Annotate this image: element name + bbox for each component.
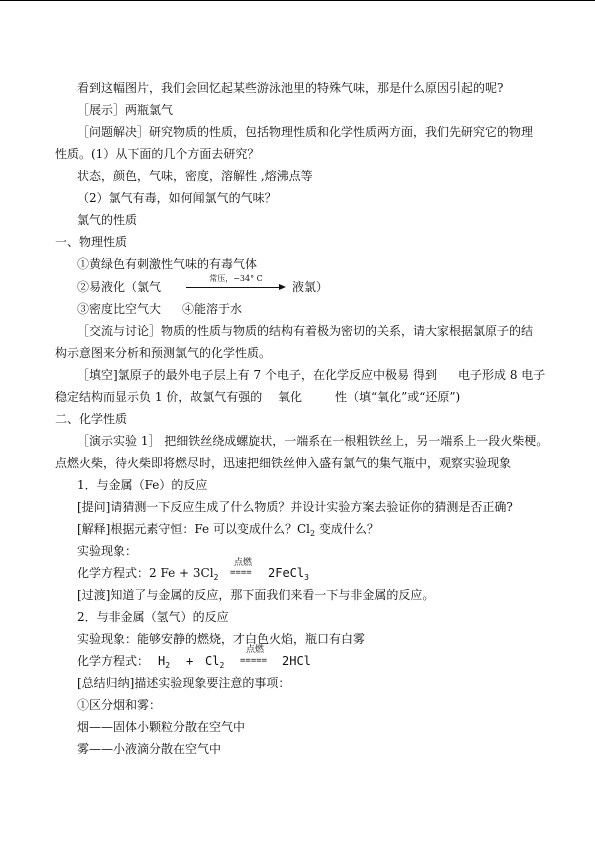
phenomenon-label-2: 实验现象：能够安静的燃烧，才白色火焰，瓶口有白雾 [77, 632, 366, 646]
physical-item-4: ④能溶于水 [182, 302, 243, 316]
subheading-metal-reaction: 1．与金属（Fe）的反应 [77, 478, 208, 492]
heading-chemical-properties: 二、化学性质 [55, 412, 128, 426]
arrow-head-icon [279, 284, 286, 290]
physical-item-1: ①黄绿色有刺激性气味的有毒气体 [77, 257, 258, 271]
fill-blank-answer-1: 得到 [413, 368, 438, 382]
fill-blank-para-end: 电子形成 8 电子 [458, 368, 546, 382]
fog-definition: 雾——小液滴分散在空气中 [77, 742, 222, 756]
discussion-para: ［交流与讨论］物质的性质与物质的结构有着极为密切的关系，请大家根据氯原子的结 [77, 324, 534, 338]
demo-experiment-para: ［演示实验 1］ 把细铁丝绕成螺旋状，一端系在一根粗铁丝上，另一端系上一段火柴梗。 [77, 434, 549, 448]
demo-experiment-para-cont: 点燃火柴，待火柴即将燃尽时，迅速把细铁丝伸入盛有氯气的集气瓶中，观察实验现象 [55, 456, 512, 470]
intro-question: 看到这幅图片，我们会回忆起某些游泳池里的特殊气味，那是什么原因引起的呢? [77, 81, 504, 95]
subheading-nonmetal-reaction: 2．与非金属（氢气）的反应 [77, 610, 229, 624]
fill-blank-para-cont-end: 性（填“氧化”或“还原”) [335, 390, 461, 404]
heading-physical-properties: 一、物理性质 [55, 235, 128, 249]
explanation-para: [解释]根据元素守恒：Fe 可以变成什么？$Cl_2$ 变成什么？ [77, 522, 379, 538]
reaction-arrow [186, 287, 279, 288]
physical-item-2: ②易液化（氯气 [77, 280, 162, 294]
physical-item-2-product: 液氯） [292, 280, 329, 294]
product-hcl: 2HCl [282, 654, 311, 668]
phenomenon-label-1: 实验现象： [77, 544, 138, 558]
ignite-condition-1: 点燃 [233, 558, 252, 568]
fill-blank-answer-2: 氧化 [278, 390, 303, 404]
study-aspects: 状态，颜色，气味，密度，溶解性 ,熔沸点等 [77, 169, 313, 183]
liquefaction-condition: 常压，−34° C [209, 274, 263, 283]
equation-h2-cl2-label: 化学方程式： [77, 654, 150, 668]
toxic-question: （2）氯气有毒，如何闻氯气的气味？ [77, 191, 277, 205]
fill-blank-para: ［填空]氯原子的最外电子层上有 7 个电子，在化学反应中极易 [77, 368, 409, 382]
equals-sign-2: ===== [240, 656, 268, 666]
plus-sign: + [186, 654, 194, 668]
section-title-chlorine-properties: 氯气的性质 [77, 213, 138, 227]
reactant-h2: $H_2$ [158, 654, 171, 670]
problem-solving-para: ［问题解决］研究物质的性质，包括物理性质和化学性质两方面，我们先研究它的物理 [77, 125, 534, 139]
ignite-condition-2: 点燃 [245, 645, 264, 655]
product-fecl3: 2FeCl$_3$ [268, 566, 309, 582]
question-para: [提问]请猜测一下反应生成了什么物质？并设计实验方案去验证你的猜测是否正确? [77, 500, 513, 514]
smoke-definition: 烟——固体小颗粒分散在空气中 [77, 720, 246, 734]
physical-item-3: ③密度比空气大 [77, 302, 162, 316]
equation-fe-cl2: 化学方程式：2 $Fe + 3Cl_2$ [77, 566, 219, 582]
problem-solving-para-cont: 性质。(1）从下面的几个方面去研究？ [55, 147, 260, 161]
discussion-para-cont: 构示意图来分析和预测氯气的化学性质。 [55, 346, 272, 360]
summary-para: [总结归纳]描述实验现象要注意的事项： [77, 676, 291, 690]
fill-blank-para-cont: 稳定结构而显示负 1 价，故氯气有强的 [55, 390, 263, 404]
equals-sign-1: ==== [230, 568, 252, 578]
reactant-cl2: $Cl_2$ [205, 654, 225, 670]
demo-heading: ［展示］两瓶氯气 [77, 103, 174, 117]
transition-para: [过渡]知道了与金属的反应，那下面我们来看一下与非金属的反应。 [77, 588, 435, 602]
smoke-fog-heading: ①区分烟和雾： [77, 698, 162, 712]
